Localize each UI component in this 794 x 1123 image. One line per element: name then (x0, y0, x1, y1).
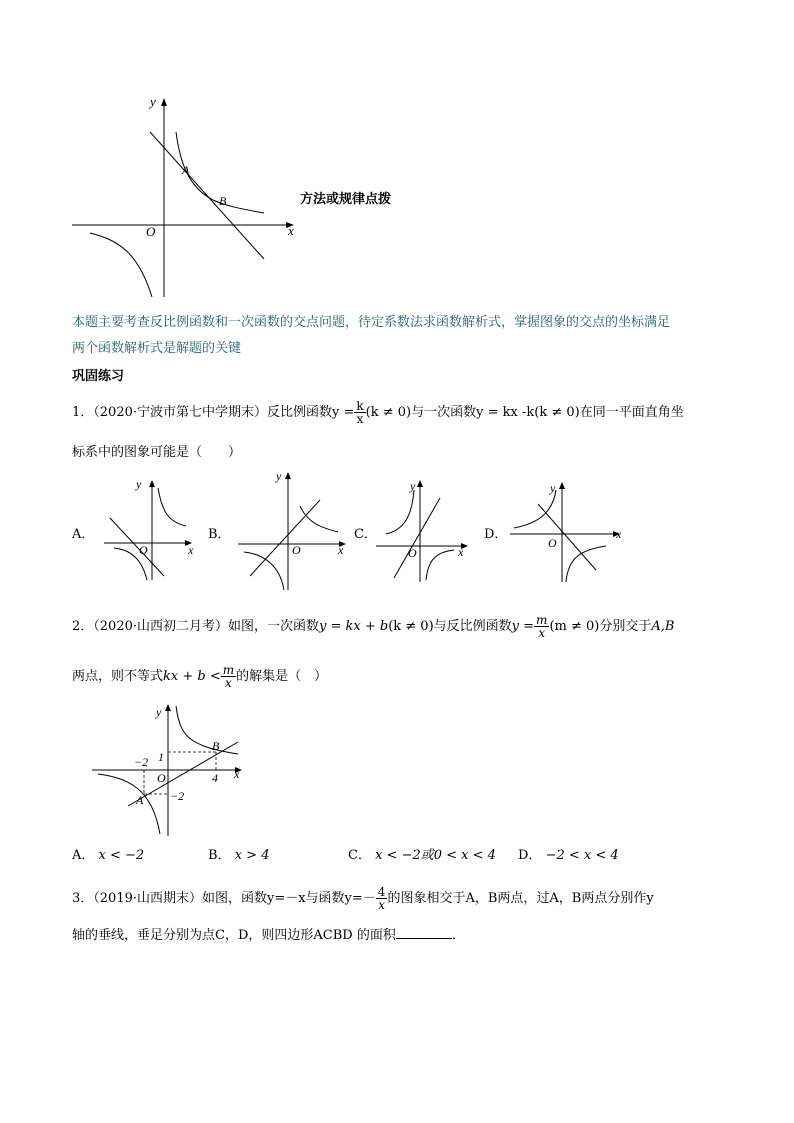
q1-d-y: y (550, 481, 556, 495)
q2-f2-num: m (536, 613, 548, 627)
q2-x-label: x (234, 767, 240, 781)
q1-f1-cond: (k ≠ 0) (365, 405, 412, 420)
q1-option-a-label: A． (72, 527, 95, 542)
q2-line2-prefix: 两点，则不等式 (72, 669, 164, 684)
q1-d-x: x (616, 527, 622, 541)
q1-option-b-graph (228, 466, 358, 596)
q2-choice-b-text: x > 4 (234, 848, 270, 863)
explanation-line-2: 两个函数解析式是解题的关键 (72, 341, 242, 356)
q2-points: A,B (651, 619, 675, 634)
q1-a-x: x (188, 543, 194, 557)
q2-origin-label: O (157, 771, 166, 785)
q1-option-c-label: C． (354, 527, 377, 542)
linear-line (150, 132, 264, 259)
q2-suffix: 分别交于 (599, 619, 652, 634)
q3-suffix: 的图象相交于A，B两点，过A，B两点分别作y (387, 891, 654, 906)
q2-f1: y = kx + b (319, 619, 389, 634)
q2-choice-c (348, 847, 496, 865)
q3-line2-text: 轴的垂线，垂足分别为点C，D，则四边形ACBD 的面积 (72, 928, 396, 943)
q2-graph (88, 700, 248, 840)
q3-num: 4 (377, 885, 386, 899)
q1-option-c-graph (370, 476, 476, 586)
q1-b-o: O (292, 543, 301, 557)
q3-answer-blank[interactable] (396, 926, 452, 939)
q3-den: x (378, 898, 385, 912)
q2-line-2 (72, 664, 327, 689)
y-label: y (150, 94, 156, 109)
q2-choice-d-label: D． (518, 848, 542, 863)
q1-b-y: y (276, 469, 282, 483)
q2-ineq-den: x (225, 676, 232, 690)
q2-tick-neg2-y: −2 (170, 789, 185, 803)
q1-option-b-label: B． (208, 527, 231, 542)
q1-fraction (354, 400, 365, 425)
q1-f1-lhs: y = (332, 405, 355, 420)
q1-line-2: 标系中的图象可能是（ ） (72, 445, 242, 460)
q2-fraction (534, 614, 549, 639)
q2-point-b: B (212, 739, 220, 753)
q1-b-x: x (338, 543, 344, 557)
q1-a-o: O (139, 543, 148, 557)
q1-f2: y = kx -k (476, 405, 535, 420)
q2-y-label: y (156, 705, 162, 719)
q2-choice-a (72, 847, 144, 865)
q1-f1-den: x (356, 412, 364, 426)
q2-choice-b-label: B． (208, 848, 231, 863)
q1-option-d-label: D． (484, 527, 508, 542)
q2-f2-cond: (m ≠ 0) (549, 619, 600, 634)
q1-a-y: y (136, 477, 142, 491)
q2-tick-1: 1 (158, 750, 164, 764)
q1-suffix: 在同一平面直角坐 (579, 405, 684, 420)
figure-1-graph (68, 92, 300, 302)
q3-prefix: 3．（2019·山西期末）如图，函数y=－x与函数y=－ (72, 891, 376, 906)
q2-choice-a-text: x < −2 (98, 848, 145, 863)
q1-c-y: y (410, 479, 416, 493)
q2-f2-lhs: y = (511, 619, 535, 634)
q2-point-a: A (136, 793, 144, 807)
q1-c-x: x (458, 545, 464, 559)
q2-f2-den: x (538, 626, 546, 640)
section-title: 巩固练习 (72, 369, 125, 384)
point-a-label: A (182, 163, 190, 177)
q2-choice-c-text: x < −2或0 < x < 4 (375, 848, 496, 863)
q2-ineq-num: m (222, 663, 235, 677)
q2-choice-a-label: A． (72, 848, 95, 863)
q1-d-o: O (548, 536, 557, 550)
hyperbola-branch-q3 (90, 233, 152, 297)
q1-f1-num: k (356, 399, 364, 413)
q2-f1-cond: (k ≠ 0) (388, 619, 434, 634)
explanation-line-1: 本题主要考查反比例函数和一次函数的交点问题，待定系数法求函数解析式，掌握图象的交点的坐标满足 (72, 315, 671, 330)
q3-line-2 (72, 926, 465, 945)
q1-option-a-graph (92, 476, 202, 584)
q1-option-d-graph (504, 476, 630, 586)
q2-tick-neg2-x: −2 (134, 755, 149, 769)
q1-f2-cond: (k ≠ 0) (534, 405, 580, 420)
q2-ineq: kx + b < (163, 669, 221, 684)
point-b-label: B (219, 194, 227, 208)
q2-tick-4: 4 (212, 771, 218, 785)
q3-fraction (376, 886, 388, 911)
q2-choice-d-text: −2 < x < 4 (545, 848, 619, 863)
q3-line2-end: ． (451, 928, 465, 943)
q1-prefix: 1．（2020·宁波市第七中学期末）反比例函数 (72, 405, 332, 420)
method-title: 方法或规律点拨 (300, 192, 392, 207)
q2-mid: 与反比例函数 (433, 619, 512, 634)
origin-label: O (146, 224, 156, 239)
q3-line-1 (72, 886, 654, 911)
q2-ineq-fraction (221, 664, 236, 689)
q2-line-1 (72, 614, 674, 639)
q2-choice-b (208, 847, 269, 865)
q1-mid: 与一次函数 (411, 405, 477, 420)
q1-c-o: O (408, 546, 417, 560)
x-label: x (288, 223, 294, 238)
q2-choice-c-label: C． (348, 848, 371, 863)
q2-prefix: 2．（2020·山西初二月考）如图，一次函数 (72, 619, 319, 634)
q2-line2-suffix: 的解集是（ ） (236, 669, 328, 684)
q2-choice-d (518, 847, 619, 865)
q1-line-1 (72, 400, 684, 425)
